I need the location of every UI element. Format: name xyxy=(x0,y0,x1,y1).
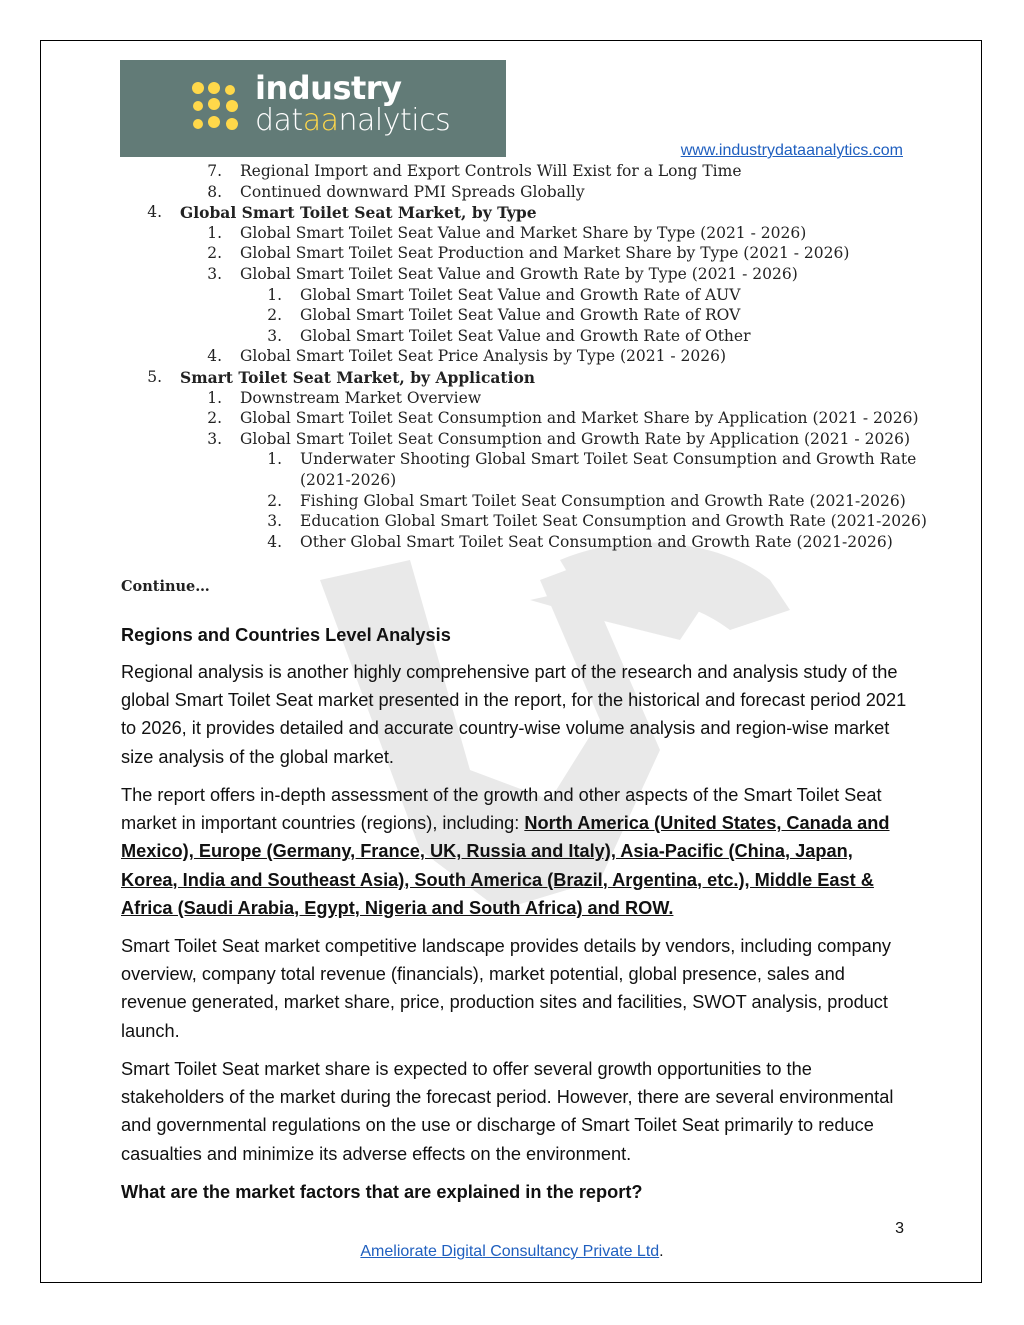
toc-item-label: Smart Toilet Seat Market, by Application xyxy=(180,368,536,387)
toc-item-number: 3. xyxy=(207,265,222,283)
toc-item-number: 3. xyxy=(207,429,222,448)
toc-item-number: 1. xyxy=(267,285,282,304)
toc-item-label: Education Global Smart Toilet Seat Consumption and Growth Rate (2021-2026) xyxy=(300,512,927,531)
question-heading: What are the market factors that are explained in the report? xyxy=(121,1182,643,1202)
toc-item-label: Underwater Shooting Global Smart Toilet Seat Consumption and Growth Rate xyxy=(300,450,917,469)
toc-item-label: Global Smart Toilet Seat Value and Growth Rate of Other xyxy=(300,326,751,345)
toc-item-number: 1. xyxy=(207,388,222,407)
toc-item-label: Global Smart Toilet Seat Value and Growth Rate of ROV xyxy=(300,306,741,325)
toc-item-label: Regional Import and Export Controls Will Exist for a Long Time xyxy=(240,162,742,180)
toc-item-number: 2. xyxy=(207,244,222,263)
toc-item-label: Other Global Smart Toilet Seat Consumption and Growth Rate (2021-2026) xyxy=(300,532,893,551)
paragraph-regions-intro: The report offers in-depth assessment of the growth and other aspects of the Smart Toilet Seat market in important countries (regions), including: xyxy=(121,785,882,834)
toc-item-label: Global Smart Toilet Seat Production and Market Share by Type (2021 - 2026) xyxy=(240,244,850,263)
toc-item-label: Global Smart Toilet Seat Consumption and Growth Rate by Application (2021 - 2026) xyxy=(240,429,911,448)
page-number: 3 xyxy=(895,1220,904,1237)
toc-item-number: 4. xyxy=(207,347,222,366)
footer-suffix: . xyxy=(659,1243,664,1260)
toc-item-number: 2. xyxy=(267,306,282,325)
toc-item-number: 5. xyxy=(147,368,162,386)
toc-item-number: 2. xyxy=(207,409,222,428)
paragraph-competitive-landscape: Smart Toilet Seat market competitive landscape provides details by vendors, including company overview, company total revenue (financials), market potential, global presence, sales and revenue generated, market share, price, production sites and facilities, SWOT analysis, product launch. xyxy=(121,936,891,1041)
paragraph-regional-analysis: Regional analysis is another highly comprehensive part of the research and analysis study of the global Smart Toilet Seat market presented in the report, for the historical and forecast period 2021 to 2026, it provides detailed and accurate country-wise volume analysis and region-wise market size analysis of the global market. xyxy=(121,662,907,767)
toc-item-number: 4. xyxy=(267,532,282,551)
toc-item-label: Global Smart Toilet Seat Market, by Type xyxy=(180,203,537,223)
regions-list-link[interactable]: North America (United States, Canada and Mexico), Europe (Germany, France, UK, Russia and Italy), Asia-Pacific (China, Japan, Korea, India and Southeast Asia), South America (Brazil, Argentina, etc.), Middle East & Africa (Saudi Arabia, Egypt, Nigeria and South Africa) and ROW. xyxy=(121,813,890,918)
section-heading: Regions and Countries Level Analysis xyxy=(121,625,451,645)
toc-item-number: 7. xyxy=(207,162,222,180)
toc-item-label: Global Smart Toilet Seat Value and Growth Rate by Type (2021 - 2026) xyxy=(240,265,798,283)
toc-item-label: Global Smart Toilet Seat Value and Market Share by Type (2021 - 2026) xyxy=(240,223,807,242)
toc-item-number: 3. xyxy=(267,512,282,531)
toc-item-number: 3. xyxy=(267,326,282,345)
logo-dots-icon xyxy=(190,80,246,136)
toc-item-label: Continued downward PMI Spreads Globally xyxy=(240,182,585,201)
footer-company-link[interactable]: Ameliorate Digital Consultancy Private Ltd xyxy=(360,1243,660,1260)
toc-item-number: 4. xyxy=(147,203,162,222)
website-link[interactable]: www.industrydataanalytics.com xyxy=(680,142,903,159)
toc-item-label-continued: (2021-2026) xyxy=(300,471,397,489)
toc-item-label: Global Smart Toilet Seat Price Analysis by Type (2021 - 2026) xyxy=(240,347,727,366)
continue-label: Continue… xyxy=(121,578,210,595)
logo-word-dataanalytics: dataanalytics xyxy=(255,103,451,138)
toc-item-number: 2. xyxy=(267,491,282,510)
toc-item-number: 1. xyxy=(207,223,222,242)
toc-item-label: Global Smart Toilet Seat Consumption and Market Share by Application (2021 - 2026) xyxy=(240,409,919,428)
toc-item-number: 1. xyxy=(267,450,282,469)
toc-item-label: Global Smart Toilet Seat Value and Growth Rate of AUV xyxy=(300,285,741,304)
paragraph-market-share: Smart Toilet Seat market share is expected to offer several growth opportunities to the stakeholders of the market during the forecast period. However, there are several environmental and governmental regulations on the use or discharge of Smart Toilet Seat primarily to reduce casualties and minimize its adverse effects on the environment. xyxy=(121,1059,894,1164)
logo-wordmark xyxy=(255,69,451,138)
toc-item-label: Fishing Global Smart Toilet Seat Consumption and Growth Rate (2021-2026) xyxy=(300,491,906,510)
company-logo xyxy=(120,60,506,157)
toc-item-number: 8. xyxy=(207,182,222,201)
toc-item-label: Downstream Market Overview xyxy=(240,388,482,407)
paragraph-regions xyxy=(121,781,911,922)
footer xyxy=(0,1243,1024,1261)
logo-word-industry: industry xyxy=(255,69,402,107)
